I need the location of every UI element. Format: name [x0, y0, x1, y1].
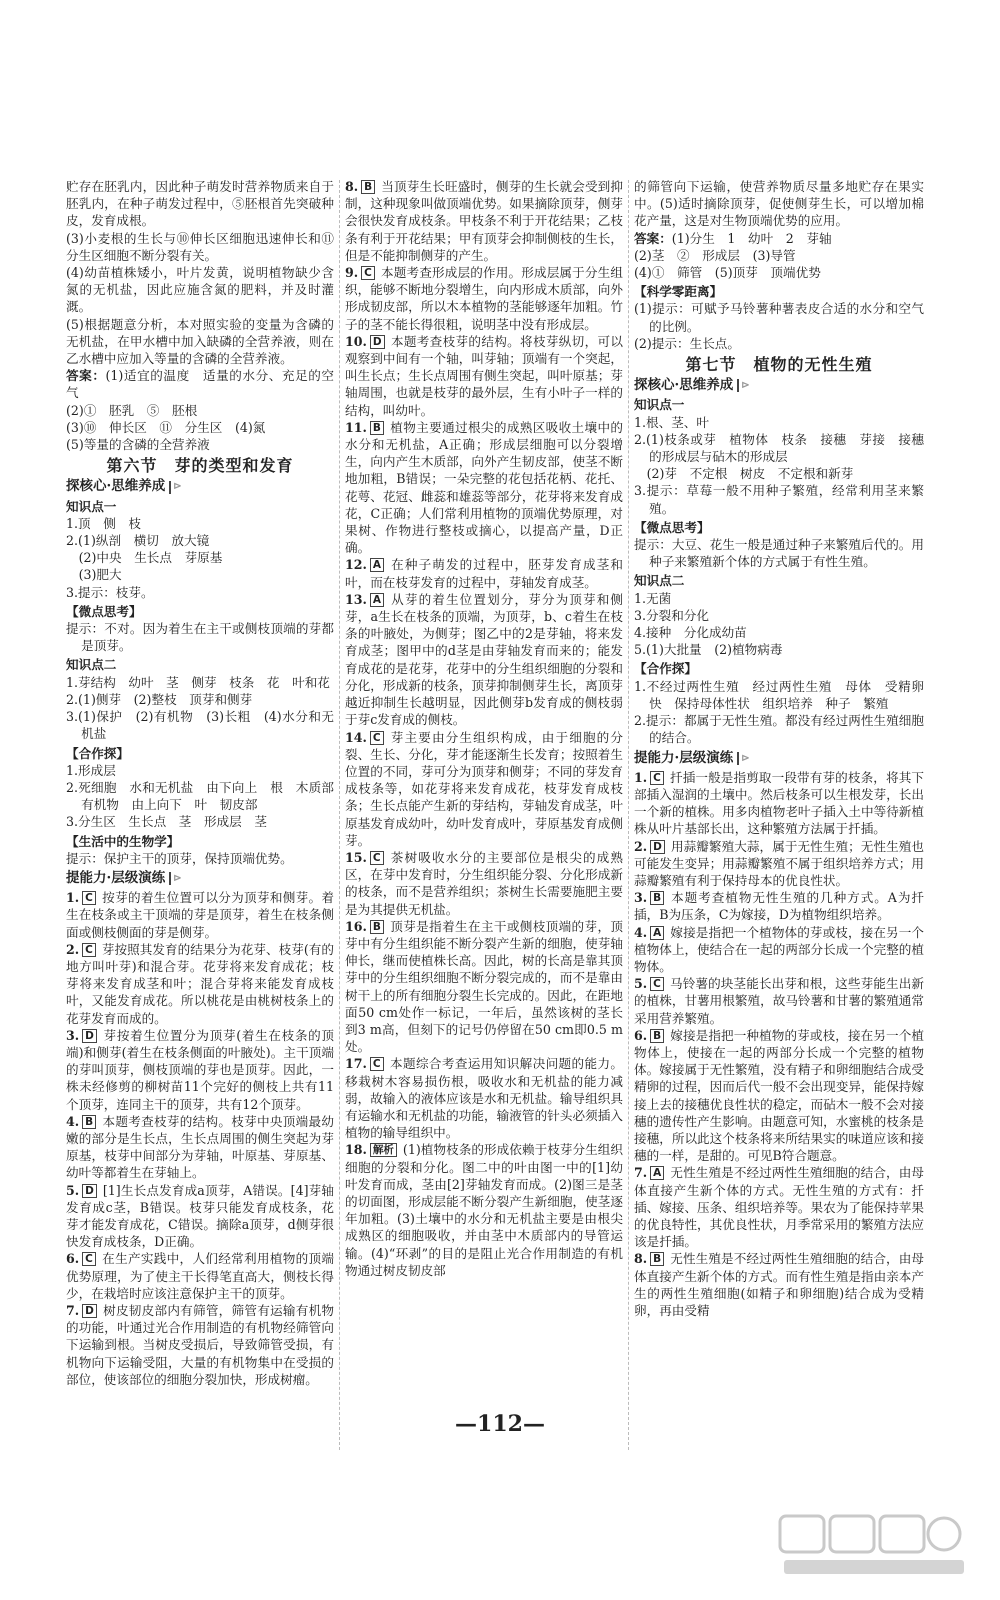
- question-number: 4.: [634, 924, 648, 940]
- question-item: [66, 1113, 334, 1182]
- question-number: 2.: [66, 941, 80, 957]
- answer-line: (1)适宜的温度 适量的水分、充足的空气: [66, 368, 334, 401]
- answer-box: C: [370, 851, 384, 865]
- question-explanation: 树皮韧皮部内有筛管，筛管有运输有机物的功能，叶通过光合作用制造的有机物经筛管向下运输到根。当树皮受损后，导致筛管受损，有机物向下运输受阻，大量的有机物集中在受损的部位，使该部位的细胞分裂加快，形成树瘤。: [66, 1303, 334, 1387]
- question-number: 7.: [66, 1303, 80, 1318]
- answer-box: C: [82, 943, 96, 957]
- answer-box: B: [650, 1252, 664, 1266]
- knowledge-line: 3.(1)保护 (2)有机物 (3)长粗 (4)水分和无机盐: [66, 709, 334, 742]
- banner-bar-icon: [737, 379, 739, 392]
- section-banner: [66, 478, 334, 495]
- answer-box: C: [650, 977, 664, 991]
- question-number: 14.: [345, 729, 367, 745]
- question-explanation: 本题考查枝芽的结构。枝芽中央顶端最幼嫩的部分是生长点，生长点周围的侧生突起为芽原基，枝芽中间部分为芽轴，叶原基、芽原基、幼叶等都着生在芽轴上。: [66, 1113, 334, 1181]
- answer-box: A: [650, 1166, 664, 1180]
- knowledge-line: 3.提示：枝芽。: [66, 584, 154, 600]
- think-text: 提示：不对。因为着生在主干或侧枝顶端的芽都是顶芽。: [66, 621, 334, 654]
- watermark-logo: [774, 1510, 974, 1580]
- question-number: 7.: [634, 1165, 648, 1181]
- question-explanation: 芽按着生位置分为顶芽(着生在枝条的顶端)和侧芽(着生在枝条侧面的叶腋处)。主干顶端的芽叫顶芽，侧枝顶端的芽也是顶芽。因此，一株未经修剪的柳树苗11个完好的侧枝上共有11个顶芽，连同主干的顶芽，共有12个顶芽。: [66, 1027, 334, 1112]
- question-explanation: [1]生长点发育成a顶芽，A错误。[4]芽轴发育成c茎，B错误。枝芽只能发育成枝条，花芽才能发育成花，C错误。摘除a顶芽，d侧芽很快发育成枝条，D正确。: [66, 1182, 334, 1250]
- answer-box: D: [82, 1304, 97, 1318]
- question-explanation: 本题综合考查运用知识解决问题的能力。移栽树木容易损伤根，吸收水和无机盐的能力减弱，故输入的液体应该是水和无机盐。输导组织具有运输水和无机盐的功能，输液管的针头必须插入植物的输导组织中。: [345, 1056, 623, 1141]
- question-explanation: 在生产实践中，人们经常利用植物的顶端优势原理，为了使主干长得笔直高大，侧枝长得少，在栽培时应该注意保护主干的顶芽。: [66, 1251, 334, 1301]
- life-text: 提示：保护主干的顶芽，保持顶端优势。: [66, 850, 293, 866]
- question-explanation: 从芽的着生位置划分，芽分为顶芽和侧芽，a生长在枝条的顶端，为顶芽，b、c着生在枝条的叶腋处，为侧芽；图乙中的2是芽轴，将来发育成茎；图甲中的d茎是由芽轴发育而来的；能发育成花的是花芽，花芽中的分生组织细胞的分裂和分化，形成新的枝条，顶芽抑制侧芽生长，离顶芽越近抑制生长越明显，因此侧芽b发育成的侧枝弱于芽c发育成的侧枝。: [345, 591, 623, 728]
- answer-box: C: [650, 771, 664, 785]
- knowledge-line: 2.(1)枝条或芽 植物体 枝条 接穗 芽接 接穗的形成层与砧木的形成层: [634, 431, 924, 465]
- question-number: 2.: [634, 838, 648, 854]
- answer-box: C: [370, 1057, 384, 1071]
- question-item: [634, 1027, 924, 1165]
- question-item: [66, 1182, 334, 1251]
- question-item: [634, 838, 924, 890]
- question-explanation: (1)植物枝条的形成依赖于枝芽分生组织细胞的分裂和分化。图二中的叶由图一中的[1]幼叶发育而成，茎由[2]芽轴发育而成。(2)图三是茎的切面图，形成层能不断分裂产生新细胞，使茎逐年加粗。(3)土壤中的水分和无机盐主要是由根尖成熟区的细胞吸收，并由茎中木质部内的导管运输。(4)“环剥”的目的是阻止光合作用制造的有机物通过树皮韧皮部: [345, 1142, 623, 1278]
- question-item: [634, 975, 924, 1027]
- answer-box: B: [82, 1115, 96, 1129]
- question-number: 6.: [66, 1251, 80, 1267]
- question-number: 1.: [66, 890, 80, 906]
- answer-box: B: [650, 891, 664, 905]
- question-number: 8.: [345, 179, 359, 194]
- knowledge-line: 3.提示：草莓一般不用种子繁殖，经常利用茎来繁殖。: [634, 483, 924, 516]
- answer-box: A: [370, 593, 384, 607]
- question-item: [345, 729, 623, 849]
- knowledge-line: (2)中央 生长点 芽原基: [66, 550, 223, 566]
- question-explanation: 植物主要通过根尖的成熟区吸收土壤中的水分和无机盐，A正确；形成层细胞可以分裂增生，向内产生木质部，向外产生韧皮部，使茎不断地加粗，B错误；一朵完整的花包括花柄、花托、花萼、花冠、雌蕊和雄蕊等部分，花芽将来发育成花，C正确；人们常利用植物的顶端优势原理，对果树、作物进行整枝或摘心，以提高产量，D正确。: [345, 419, 623, 556]
- coop-line: 1.形成层: [66, 762, 116, 778]
- question-number: 17.: [345, 1056, 367, 1072]
- answer-line: (1)分生 1 幼叶 2 芽轴: [671, 230, 832, 246]
- answer-label: 答案：: [66, 368, 106, 384]
- column-left: [66, 178, 347, 1388]
- question-item: [66, 1302, 334, 1388]
- question-explanation: 按芽的着生位置可以分为顶芽和侧芽。着生在枝条或主干顶端的芽是顶芽，着生在枝条侧面或侧枝侧面的芽是侧芽。: [66, 890, 334, 940]
- question-item: [345, 419, 623, 557]
- answer-box: D: [82, 1029, 97, 1043]
- question-item: [345, 178, 623, 264]
- intro-paragraph: (5)根据题意分析，本对照实验的变量为含磷的无机盐，在甲水槽中加入缺磷的全营养液，则在乙水槽中应加入等量的含磷的全营养液。: [66, 316, 334, 367]
- answer-box: A: [650, 926, 664, 940]
- question-item: [345, 1055, 623, 1141]
- coop-line: 3.分生区 生长点 茎 形成层 茎: [66, 814, 267, 830]
- section-title: 第六节 芽的类型和发育: [106, 456, 294, 476]
- knowledge-line: 1.根、茎、叶: [634, 414, 709, 430]
- question-item: [634, 769, 924, 838]
- question-number: 11.: [345, 419, 367, 435]
- page-number: —112—: [455, 1411, 545, 1437]
- question-number: 10.: [345, 333, 367, 349]
- question-item: [66, 1250, 334, 1302]
- science-line: (2)提示：生长点。: [634, 335, 740, 351]
- knowledge-line: 4.接种 分化成幼苗: [634, 625, 747, 641]
- section-banner: [66, 870, 334, 887]
- question-number: 3.: [66, 1027, 80, 1043]
- knowledge-line: 1.顶 侧 枝: [66, 515, 141, 531]
- coop-line: 2.提示：都属于无性生殖。都没有经过两性生殖细胞的结合。: [634, 713, 924, 746]
- coop-tag: 【合作探】: [66, 745, 129, 761]
- answer-box: D: [650, 840, 665, 854]
- knowledge-point-heading: 知识点二: [634, 573, 685, 589]
- question-number: 18.: [345, 1142, 367, 1158]
- intro-block: [66, 178, 334, 367]
- answer-line: (5)等量的含磷的全营养液: [66, 437, 210, 453]
- column-right: [634, 178, 937, 1319]
- intro-paragraph: 的筛管向下运输，使营养物质尽量多地贮存在果实中。(5)适时摘除顶芽，促使侧芽生长，可以增加棉花产量，这是对生物顶端优势的应用。: [634, 179, 924, 229]
- question-number: 1.: [634, 769, 648, 785]
- banner-text: 提能力·层级演练: [66, 869, 166, 886]
- intro-paragraph: (3)小麦根的生长与⑩伸长区细胞迅速伸长和⑪分生区细胞不断分裂有关。: [66, 230, 334, 263]
- question-explanation: 无性生殖是不经过两性生殖细胞的结合，由母体直接产生新个体的方式。而有性生殖是指由亲本产生的两性生殖细胞(如精子和卵细胞)结合成为受精卵，再由受精: [634, 1251, 924, 1318]
- double-arrow-icon: ⊳: [741, 380, 750, 392]
- banner-text: 提能力·层级演练: [634, 749, 734, 766]
- answer-box: C: [370, 731, 384, 745]
- question-explanation: 扦插一般是指剪取一段带有芽的枝条，将其下部插入湿润的土壤中。然后枝条可以生根发芽，长出一个新的植株。用多肉植物老叶子插入土中等待新植株从叶片基部长出，这种繁殖方法属于扦插。: [634, 769, 924, 837]
- question-number: 5.: [634, 976, 648, 992]
- answer-box: B: [370, 421, 384, 435]
- answer-box: C: [82, 891, 96, 905]
- answer-line: (2)① 胚乳 ⑤ 胚根: [66, 402, 198, 418]
- question-number: 8.: [634, 1251, 648, 1267]
- question-explanation: 本题考查植物无性生殖的几种方式。A为扦插，B为压条，C为嫁接，D为植物组织培养。: [634, 890, 924, 923]
- answer-line: (3)⑩ 伸长区 ⑪ 分生区 (4)氮: [66, 419, 266, 435]
- answer-box: D: [82, 1184, 97, 1198]
- question-item: [634, 924, 924, 976]
- question-number: 16.: [345, 918, 367, 934]
- question-number: 6.: [634, 1027, 648, 1043]
- question-item: [634, 1250, 924, 1319]
- question-explanation: 茶树吸收水分的主要部位是根尖的成熟区，在芽中发育时，分生组织能分裂、分化形成新的枝条，而不是营养组织；茶树生长需要施肥主要是为其提供无机盐。: [345, 849, 623, 917]
- life-tag: 【生活中的生物学】: [66, 833, 180, 849]
- answer-line: (4)① 筛管 (5)顶芽 顶端优势: [634, 265, 821, 281]
- question-number: 4.: [66, 1113, 80, 1129]
- section-banner: [634, 377, 924, 394]
- coop-line: 2.死细胞 水和无机盐 由下向上 根 木质部 有机物 由上向下 叶 韧皮部: [66, 779, 347, 813]
- question-explanation: 在种子萌发的过程中，胚芽发育成茎和叶，而在枝芽发育的过程中，芽轴发育成茎。: [345, 557, 623, 590]
- answer-block: [66, 367, 334, 453]
- knowledge-point-heading: 知识点一: [634, 397, 685, 413]
- column-divider: [339, 180, 340, 1450]
- think-text: 提示：大豆、花生一般是通过种子来繁殖后代的。用种子来繁殖新个体的方式属于有性生殖。: [634, 537, 924, 570]
- knowledge-line: 2.(1)侧芽 (2)整枝 顶芽和侧芽: [66, 691, 253, 707]
- answer-box: C: [361, 266, 375, 280]
- science-tag: 【科学零距离】: [634, 284, 723, 300]
- double-arrow-icon: ⊳: [173, 481, 182, 493]
- banner-text: 探核心·思维养成: [634, 377, 734, 394]
- question-item: [345, 1141, 623, 1279]
- question-explanation: 马铃薯的块茎能长出芽和根，这些芽能生出新的植株，甘薯用根繁殖，故马铃薯和甘薯的繁殖通常采用营养繁殖。: [634, 976, 924, 1026]
- answer-box: C: [82, 1252, 96, 1266]
- question-number: 9.: [345, 265, 359, 281]
- question-explanation: 无性生殖是不经过两性生殖细胞的结合，由母体直接产生新个体的方式。无性生殖的方式有：扦插、嫁接、压条、组织培养等。果农为了能保持苹果的优良特性，其优良性状，月季常采用的繁殖方法应该是扦插。: [634, 1165, 924, 1250]
- question-item: [66, 1027, 334, 1113]
- answer-box: D: [370, 335, 385, 349]
- answer-box: B: [361, 180, 375, 194]
- question-explanation: 用蒜瓣繁殖大蒜，属于无性生殖；无性生殖也可能发生变异；用蒜瓣繁殖不属于组织培养方式；用蒜瓣繁殖有利于保持母本的优良性状。: [634, 838, 924, 888]
- question-number: 12.: [345, 557, 367, 573]
- question-number: 15.: [345, 849, 367, 865]
- double-arrow-icon: ⊳: [741, 752, 750, 764]
- science-line: (1)提示：可赋予马铃薯种薯表皮合适的水分和空气的比例。: [634, 301, 924, 334]
- answer-line: (2)茎 ② 形成层 (3)导管: [634, 247, 796, 263]
- section-title: 第七节 植物的无性生殖: [685, 355, 873, 375]
- question-item: [345, 849, 623, 918]
- question-list: [345, 178, 623, 1279]
- answer-box: B: [370, 920, 384, 934]
- question-explanation: 当顶芽生长旺盛时，侧芽的生长就会受到抑制，这种现象叫做顶端优势。如果摘除顶芽，侧芽会很快发育成枝条。甲枝条不利于开花结果；乙枝条有利于开花结果；甲有顶芽会抑制侧枝的生长，但是不能抑制侧芽的产生。: [345, 179, 623, 263]
- question-item: [345, 918, 623, 1056]
- knowledge-line: 3.分裂和分化: [634, 607, 709, 623]
- question-item: [345, 264, 623, 333]
- banner-bar-icon: [169, 481, 171, 494]
- question-item: [66, 889, 334, 941]
- question-number: 3.: [634, 890, 648, 906]
- intro-paragraph: 贮存在胚乳内，因此种子萌发时营养物质来自于胚乳内，在种子萌发过程中，⑤胚根首先突破种皮，发育成根。: [66, 179, 334, 229]
- question-explanation: 芽主要由分生组织构成，由于细胞的分裂、生长、分化，芽才能逐渐生长发育；按照着生位置的不同，芽可分为顶芽和侧芽；不同的芽发育成枝条等，如花芽将来发育成花，枝芽发育成枝条；生长点能产生新的芽结构，芽轴发育成茎，叶原基发育成幼叶，幼叶发育成叶，芽原基发育成侧芽。: [345, 729, 623, 848]
- intro-paragraph: (4)幼苗植株矮小，叶片发黄，说明植物缺少含氮的无机盐，因此应施含氮的肥料，并及时灌溉。: [66, 265, 334, 315]
- question-explanation: 嫁接是指把一个植物体的芽或枝，接在另一个植物体上，使结合在一起的两部分长成一个完整的植物体。: [634, 924, 924, 974]
- think-tag: 【微点思考】: [634, 519, 710, 535]
- knowledge-line: 2.(1)纵剖 横切 放大镜: [66, 533, 210, 549]
- answer-box: A: [370, 558, 384, 572]
- question-item: [634, 1164, 924, 1250]
- question-item: [634, 889, 924, 923]
- question-explanation: 芽按照其发育的结果分为花芽、枝芽(有的地方叫叶芽)和混合芽。花芽将来发育成花；枝芽将来发育成茎和叶；混合芽将来能发育成枝叶，又能发育成花。所以桃花是由桃树枝条上的花芽发育而成的。: [66, 941, 334, 1026]
- question-list: [634, 769, 924, 1320]
- double-arrow-icon: ⊳: [173, 872, 182, 884]
- question-number: 13.: [345, 591, 367, 607]
- section-banner: [634, 750, 924, 767]
- question-item: [66, 941, 334, 1027]
- coop-line: 1.不经过两性生殖 经过两性生殖 母体 受精卵 快 保持母体性状 组织培养 种子 繁殖: [634, 678, 937, 711]
- knowledge-line: (2)芽 不定根 树皮 不定根和新芽: [634, 466, 854, 482]
- knowledge-point-heading: 知识点一: [66, 498, 117, 514]
- knowledge-line: 1.芽结构 幼叶 茎 侧芽 枝条 花 叶和花: [66, 674, 330, 690]
- column-divider: [628, 180, 629, 1450]
- think-tag: 【微点思考】: [66, 603, 142, 619]
- knowledge-line: (3)肥大: [66, 567, 122, 583]
- banner-bar-icon: [169, 872, 171, 885]
- knowledge-line: 5.(1)大批量 (2)植物病毒: [634, 642, 783, 658]
- knowledge-point-heading: 知识点二: [66, 657, 117, 673]
- question-explanation: 本题考查枝芽的结构。将枝芽纵切，可以观察到中间有一个轴，叫芽轴；顶端有一个突起，叫生长点；生长点周围有侧生突起，叫叶原基；芽轴周围，也就是枝芽的最外层，生有小叶子一样的结构，叫幼叶。: [345, 333, 623, 418]
- banner-bar-icon: [737, 752, 739, 765]
- question-explanation: 本题考查形成层的作用。形成层属于分生组织，能够不断地分裂增生，向内形成木质部，向外形成韧皮部，所以木本植物的茎能够逐年加粗。竹子的茎不能长得很粗，说明茎中没有形成层。: [345, 265, 623, 332]
- question-list: [66, 889, 334, 1388]
- question-explanation: 嫁接是指把一种植物的芽或枝，接在另一个植物体上，使接在一起的两部分长成一个完整的植物体。嫁接属于无性繁殖，没有精子和卵细胞结合成受精卵的过程，因而后代一般不会出现变异，能保持嫁接上去的接穗优良性状的稳定，而砧木一般不会对接穗的遗传性产生影响。由题意可知，水蜜桃的枝条是接穗，所以此这个枝条将来所结果实的味道应该和接穗的一样，是甜的。可见B符合题意。: [634, 1027, 924, 1164]
- answer-label: 答案：: [634, 230, 672, 246]
- answer-box: 解析: [370, 1143, 397, 1157]
- question-explanation: 顶芽是指着生在主干或侧枝顶端的芽，顶芽中有分生组织能不断分裂产生新的细胞，使芽轴伸长，继而使植株长高。因此，树的长高是靠其顶芽中的分生组织细胞不断分裂完成的，而不是靠由树干上的所有细胞分裂生长完成的。因此，在距地面50 cm处作一标记，一年后，虽然该树的茎长到3 m高，但刻下的记号仍停留在50 cm即0.5 m处。: [345, 918, 623, 1055]
- coop-tag: 【合作探】: [634, 661, 697, 677]
- banner-text: 探核心·思维养成: [66, 478, 166, 495]
- answer-box: B: [650, 1029, 664, 1043]
- column-middle: [345, 178, 623, 1279]
- answer-block: [634, 230, 924, 282]
- question-item: [345, 591, 623, 729]
- question-item: [345, 556, 623, 590]
- question-item: [345, 333, 623, 419]
- question-number: 5.: [66, 1182, 80, 1198]
- knowledge-line: 1.无菌: [634, 590, 672, 606]
